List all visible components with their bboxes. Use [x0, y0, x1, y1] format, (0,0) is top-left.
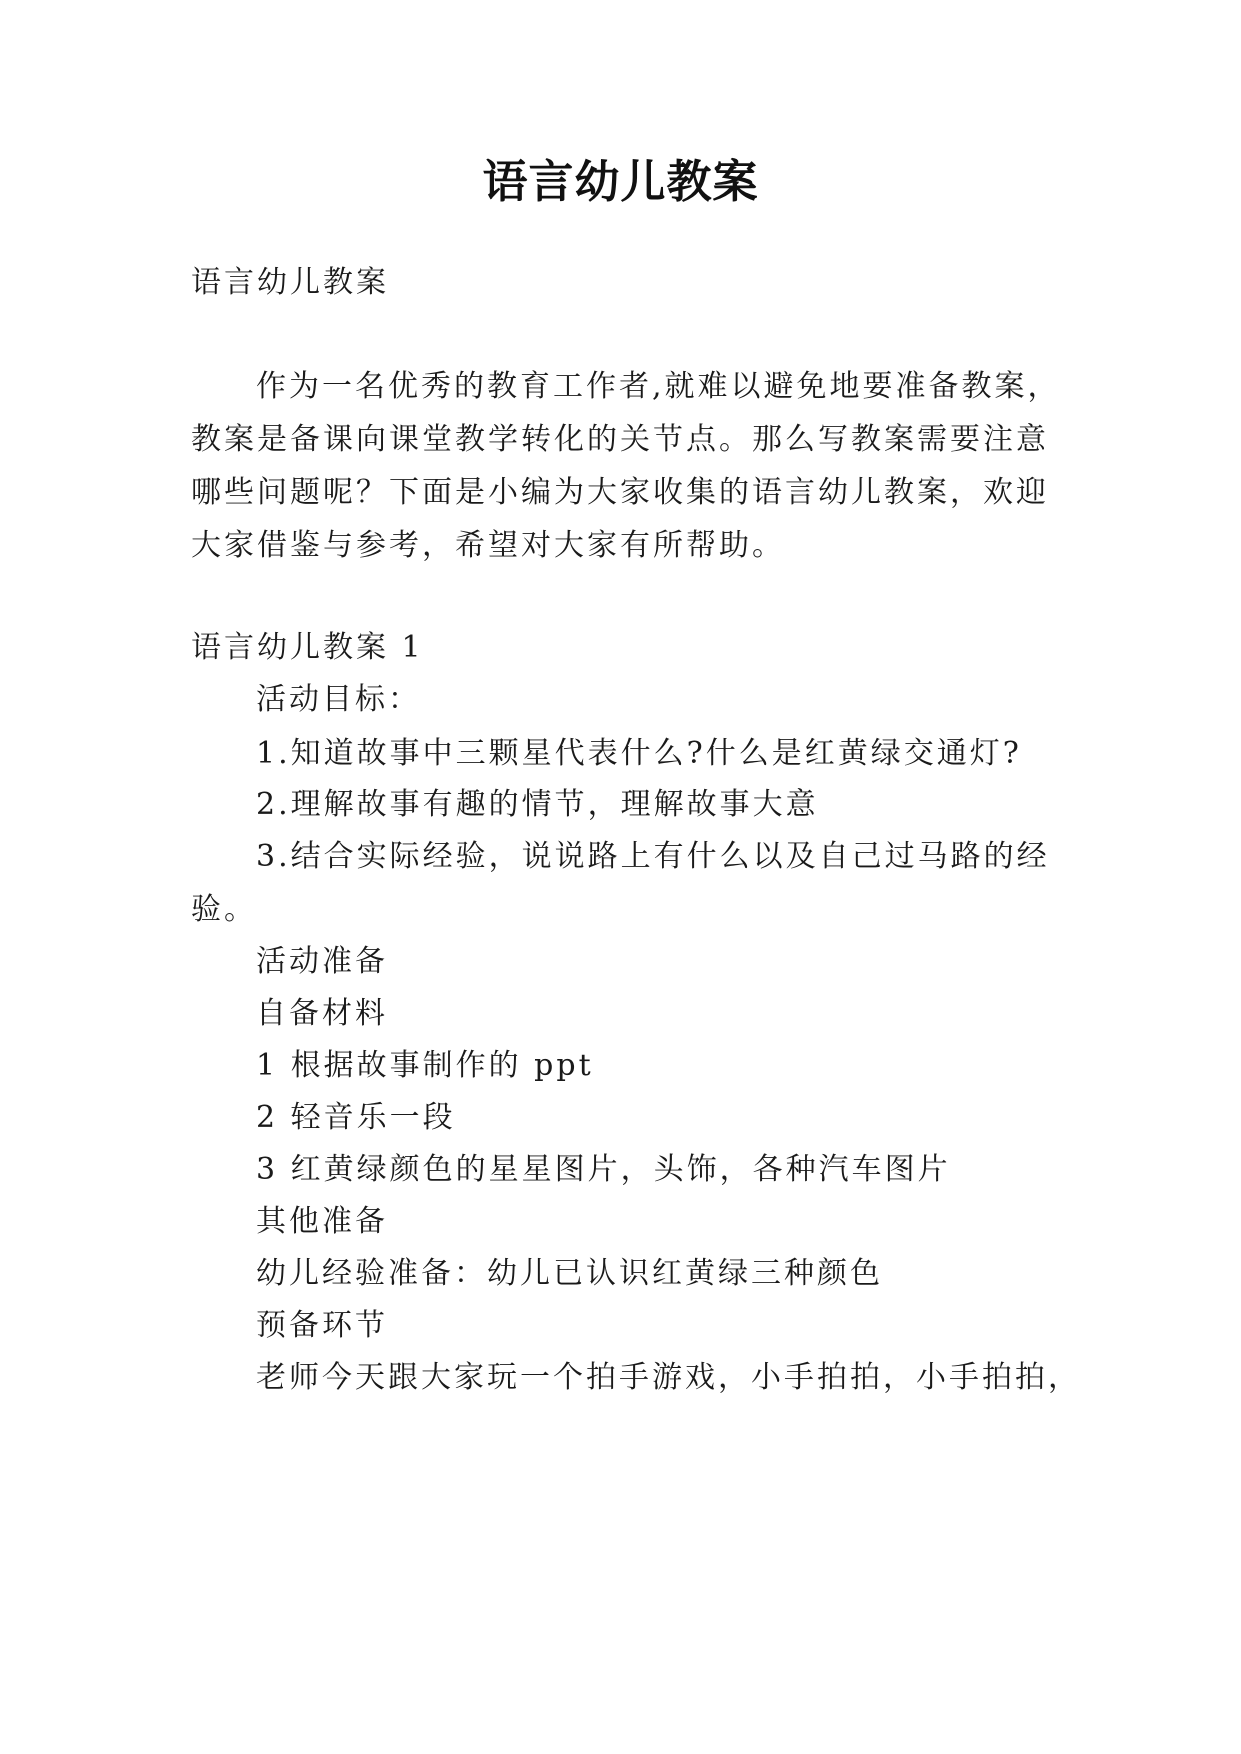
section-heading: 语言幼儿教案 1	[191, 630, 424, 665]
intro-line-3: 哪些问题呢？下面是小编为大家收集的语言幼儿教案，欢迎	[191, 475, 1049, 510]
warmup-heading: 预备环节	[256, 1308, 388, 1343]
material-3: 3 红黄绿颜色的星星图片，头饰，各种汽车图片	[256, 1152, 951, 1187]
materials-heading: 自备材料	[256, 996, 388, 1031]
intro-line-1: 作为一名优秀的教育工作者,就难以避免地要准备教案，	[256, 369, 1061, 404]
intro-line-2: 教案是备课向课堂教学转化的关节点。那么写教案需要注意	[191, 422, 1049, 457]
other-prep-heading: 其他准备	[256, 1204, 388, 1239]
prep-heading: 活动准备	[256, 944, 388, 979]
material-1: 1 根据故事制作的 ppt	[256, 1048, 594, 1083]
goal-3-line-1: 3.结合实际经验，说说路上有什么以及自己过马路的经	[256, 839, 1050, 874]
material-2: 2 轻音乐一段	[256, 1100, 456, 1135]
subtitle: 语言幼儿教案	[191, 265, 389, 300]
experience-prep: 幼儿经验准备：幼儿已认识红黄绿三种颜色	[256, 1256, 883, 1291]
warmup-text: 老师今天跟大家玩一个拍手游戏，小手拍拍，小手拍拍，	[256, 1360, 1081, 1395]
goal-2: 2.理解故事有趣的情节，理解故事大意	[256, 787, 819, 822]
goal-3-line-2: 验。	[191, 892, 257, 927]
goal-1: 1.知道故事中三颗星代表什么?什么是红黄绿交通灯?	[256, 736, 1022, 771]
goals-heading: 活动目标：	[256, 682, 421, 717]
intro-line-4: 大家借鉴与参考，希望对大家有所帮助。	[191, 528, 785, 563]
document-title: 语言幼儿教案	[482, 155, 759, 208]
